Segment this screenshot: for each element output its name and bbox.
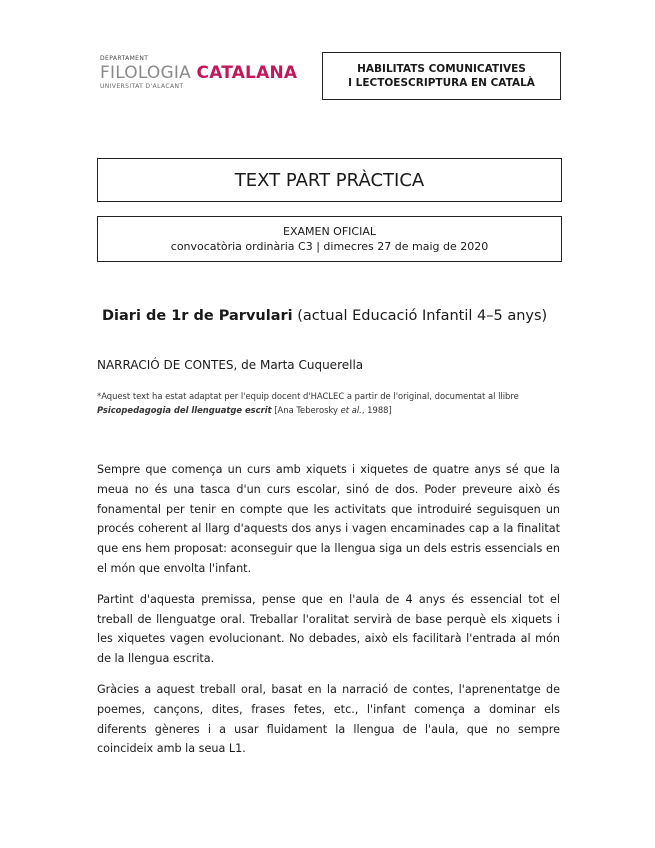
course-line2: I LECTOESCRIPTURA EN CATALÀ <box>348 77 535 89</box>
diari-sub: (actual Educació Infantil 4–5 anys) <box>297 308 548 324</box>
logo-university: UNIVERSITAT D'ALACANT <box>100 83 184 90</box>
logo-name <box>100 64 297 82</box>
footnote-part1: *Aquest text ha estat adaptat per l'equip docent d'HACLEC a partir de l'original, documentat al llibre <box>97 391 519 401</box>
footnote-book-title: Psicopedagogia del llenguatge escrit <box>97 405 272 415</box>
diari-main: Diari de 1r de Parvulari <box>102 308 293 324</box>
body-text <box>97 460 560 770</box>
adaptation-footnote <box>97 389 562 417</box>
footnote-part2: [Ana Teberosky <box>271 405 341 415</box>
paragraph: Partint d'aquesta premissa, pense que en l'aula de 4 anys és essencial tot el treball de llenguatge oral. Treballar l'oralitat servirà de base perquè els xiquets i les xiquetes vagen evolucionant. No debades, això els facilitarà l'entrada al món de la llengua escrita. <box>97 592 560 666</box>
page-title-box <box>97 158 562 202</box>
logo-department: DEPARTAMENT <box>100 55 149 62</box>
paragraph: Gràcies a aquest treball oral, basat en la narració de contes, l'aprenentatge de poemes, cançons, dites, frases fetes, etc., l'infant comença a dominar els diferents gèneres i a usar fluidament la llengua de l'aula, que no sempre coincideix amb la seua L1. <box>97 682 560 756</box>
section-title: NARRACIÓ DE CONTES, de Marta Cuquerella <box>97 358 364 372</box>
page-title: TEXT PART PRÀCTICA <box>234 169 425 191</box>
footnote-etal: et al. <box>340 405 362 415</box>
logo-name-part1: FILOLOGIA <box>100 63 191 83</box>
exam-info-box <box>97 216 562 262</box>
course-line1: HABILITATS COMUNICATIVES <box>357 63 526 75</box>
course-title-box <box>322 52 561 100</box>
exam-label: EXAMEN OFICIAL <box>283 225 376 238</box>
department-logo <box>100 55 297 90</box>
logo-name-part2: CATALANA <box>196 63 298 83</box>
paragraph: Sempre que comença un curs amb xiquets i xiquetes de quatre anys sé que la meua no és una tasca d'un curs escolar, sinó de dos. Poder preveure això és fonamental per tenir en compte que les activitats que introduiré seguisquen un procés coherent al llarg d'aquests dos anys i vagen encaminades cap a la finalitat que ens hem proposat: aconseguir que la llengua siga un dels estris essencials en el món que envolta l'infant. <box>97 463 560 575</box>
exam-details: convocatòria ordinària C3 | dimecres 27 de maig de 2020 <box>170 240 489 253</box>
diari-heading <box>102 308 547 324</box>
footnote-part3: , 1988] <box>361 405 392 415</box>
